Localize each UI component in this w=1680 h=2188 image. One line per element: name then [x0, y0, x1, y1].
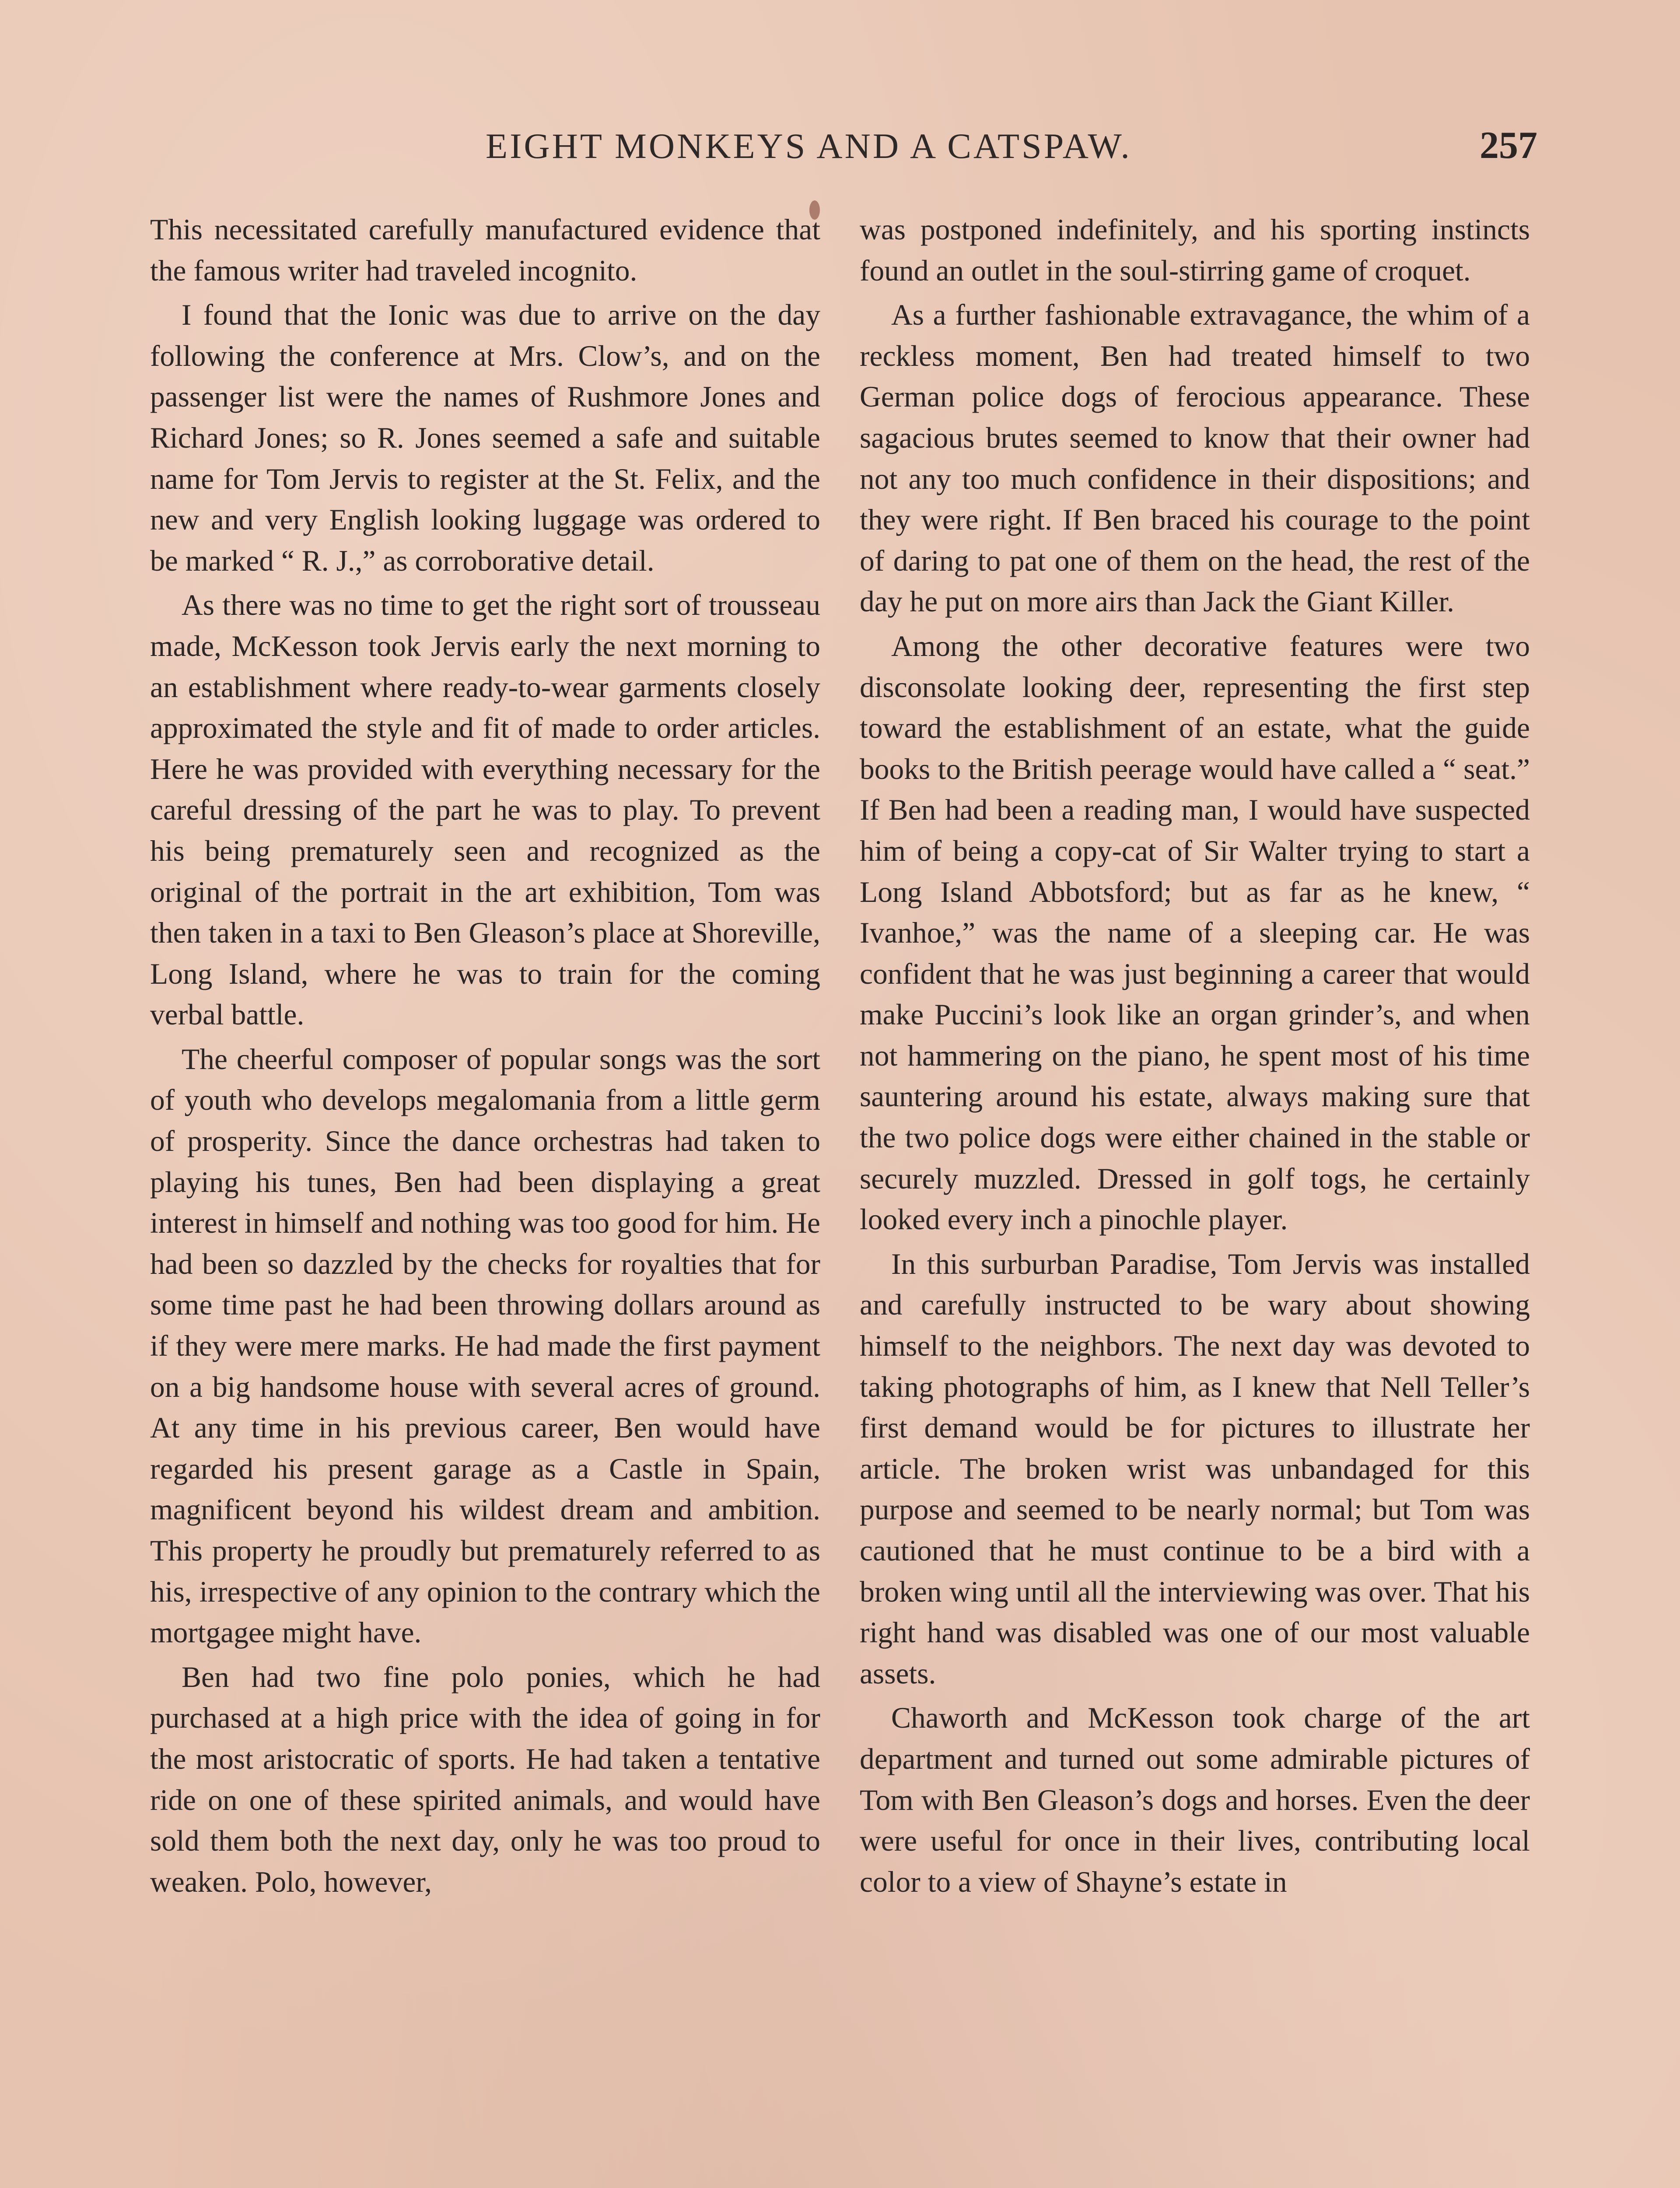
paragraph: This necessitated carefully manufactured evidence that the famous writer had traveled incognito. [150, 213, 820, 287]
paragraph: Ben had two fine polo ponies, which he had purchased at a high price with the idea of going in for the most aristocratic of sports. He had taken a tentative ride on one of these spirited animals, and would have sold them both the next day, only he was too proud to weaken. Polo, however, [150, 1660, 820, 1898]
page-number: 257 [1480, 124, 1537, 167]
paragraph: Chaworth and McKesson took charge of the art department and turned out some admirable pictures of Tom with Ben Gleason’s dogs and horses. Even the deer were useful for once in their lives, contributing local color to a view of Shayne’s estate in [860, 1701, 1530, 1898]
paragraph: As there was no time to get the right sort of trousseau made, McKesson took Jervis early the next morning to an establishment where ready-to-wear garments closely approximated the style and fit of made to order articles. Here he was provided with everything necessary for the careful dressing of the part he was to play. To prevent his being prematurely seen and recognized as the original of the portrait in the art exhibition, Tom was then taken in a taxi to Ben Gleason’s place at Shoreville, Long Island, where he was to train for the coming verbal battle. [150, 589, 820, 1031]
paragraph: I found that the Ionic was due to arrive on the day following the conference at Mrs. Clow’s, and on the passenger list were the names of Rushmore Jones and Richard Jones; so R. Jones seemed a safe and suitable name for Tom Jervis to register at the St. Felix, and the new and very English looking luggage was ordered to be marked “ R. J.,” as corroborative detail. [150, 298, 820, 577]
paragraph: In this surburban Paradise, Tom Jervis was installed and carefully instructed to be wary about showing himself to the neighbors. The next day was devoted to taking photographs of him, as I knew that Nell Teller’s first demand would be for pictures to illustrate her article. The broken wrist was unbandaged for this purpose and seemed to be nearly normal; but Tom was cautioned that he must continue to be a bird with a broken wing until all the interviewing was over. That his right hand was disabled was one of our most valuable assets. [860, 1247, 1530, 1690]
paragraph: The cheerful composer of popular songs was the sort of youth who develops megalomania from a little germ of prosperity. Since the dance orchestras had taken to playing his tunes, Ben had been displaying a great interest in himself and nothing was too good for him. He had been so dazzled by the checks for royalties that for some time past he had been throwing dollars around as if they were mere marks. He had made the first payment on a big handsome house with several acres of ground. At any time in his previous career, Ben would have regarded his present garage as a Castle in Spain, magnificent beyond his wildest dream and ambition. This property he proudly but prematurely referred to as his, irrespective of any opinion to the contrary which the mortgagee might have. [150, 1042, 820, 1649]
paragraph: As a further fashionable extravagance, the whim of a reckless moment, Ben had treated himself to two German police dogs of ferocious appearance. These sagacious brutes seemed to know that their owner had not any too much confidence in their dispositions; and they were right. If Ben braced his courage to the point of daring to pat one of them on the head, the rest of the day he put on more airs than Jack the Giant Killer. [860, 298, 1530, 618]
paragraph: was postponed indefinitely, and his sporting instincts found an outlet in the soul-stirring game of croquet. [860, 213, 1530, 287]
left-column [150, 209, 820, 1906]
paragraph: Among the other decorative features were two disconsolate looking deer, representing the first step toward the establishment of an estate, what the guide books to the British peerage would have called a “ seat.” If Ben had been a reading man, I would have suspected him of being a copy-cat of Sir Walter trying to start a Long Island Abbotsford; but as far as he knew, “ Ivanhoe,” was the name of a sleeping car. He was confident that he was just beginning a career that would make Puccini’s look like an organ grinder’s, and when not hammering on the piano, he spent most of his time sauntering around his estate, always making sure that the two police dogs were either chained in the stable or securely muzzled. Dressed in golf togs, he certainly looked every inch a pinochle player. [860, 629, 1530, 1236]
page-header [486, 123, 1537, 176]
running-title: EIGHT MONKEYS AND A CATSPAW. [486, 126, 1132, 166]
right-column [860, 209, 1530, 1906]
